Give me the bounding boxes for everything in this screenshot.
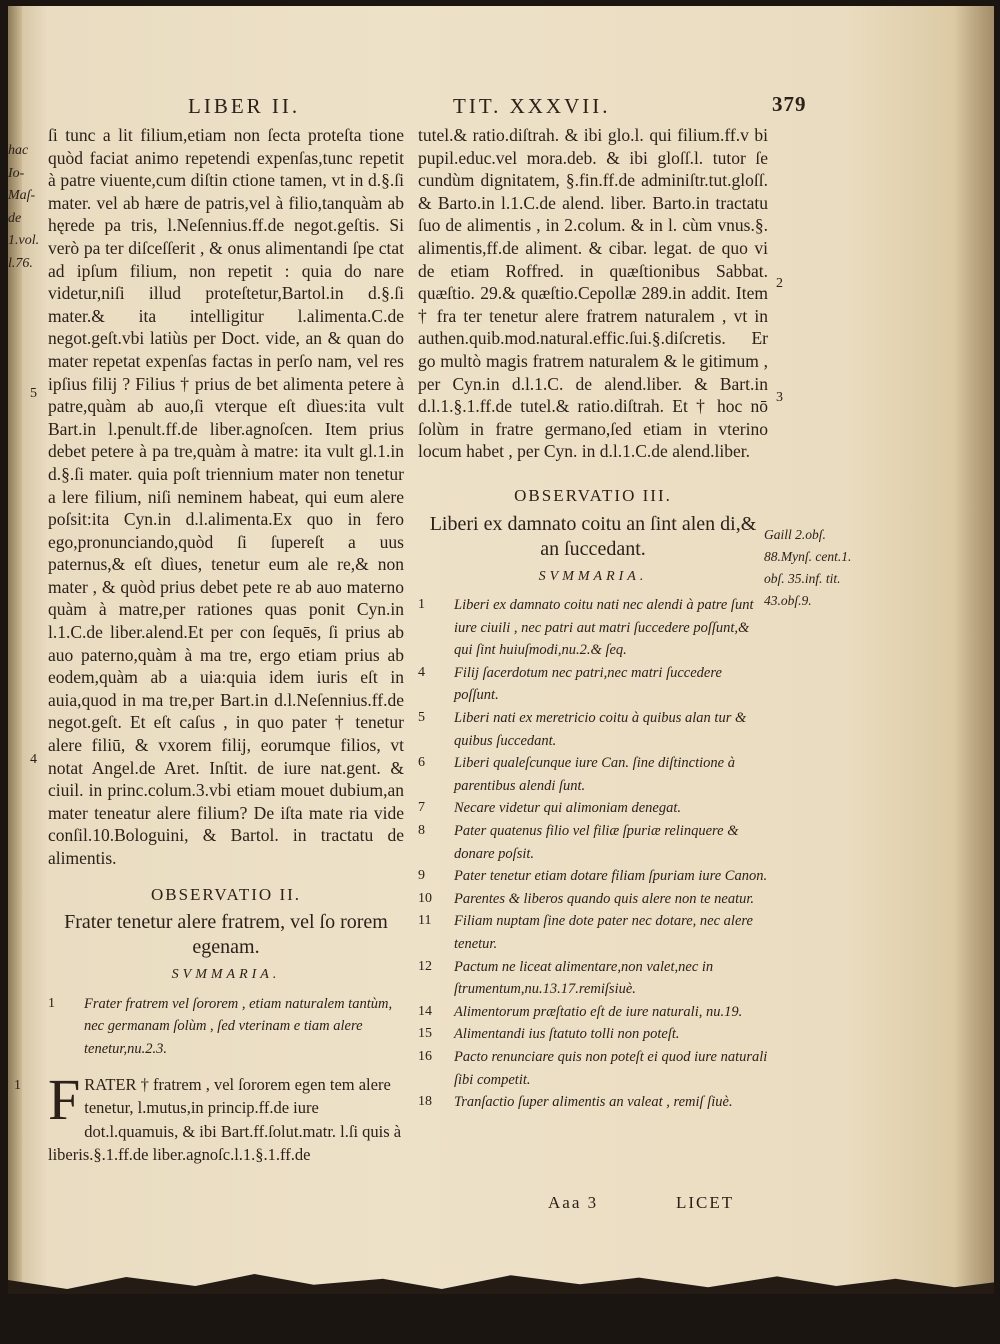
summaria-text: Pater tenetur etiam dotare filiam ſpuriam iure Canon. — [454, 868, 768, 885]
summaria-number: 1 — [418, 597, 425, 613]
summaria-item — [418, 1091, 768, 1114]
right-body-text: tutel.& ratio.diſtrah. & ibi glo.l. qui filium.ff.v bi pupil.educ.vel mora.deb. & ibi gloſſ.l. tutor ſe cundùm dignitatem, §.fin.ff.de adminiſtr.tut.gloſſ. & Barto.in l.1.C.de alend. liber. Barto.in tractatu ſuo de alimentis , in 2.colum. & in l. cùm vnus.§. alimentis,ff.de aliment. & cibar. legat. de quo vi de etiam Roffred. in quæſtionibus Sabbat. quæſtio. 29.& quæſtio.Cepollæ 289.in addit. Item † fra ter tenetur alere fratrem naturalem , vt in authen.quib.mod.natural.effic.ſui.§.diſcretis. Er go multò magis fratrem naturalem & le gitimum , per Cyn.in d.l.1.C. de alend.liber. & Bart.in d.l.1.§.1.ff.de tutel.& ratio.diſtrah. Et † hoc nō ſolùm in fratre germano,ſed etiam in vterino locum habet , per Cyn. in d.l.1.C.de alend.liber. — [418, 125, 768, 462]
summaria-text: Frater fratrem vel ſororem , etiam naturalem tantùm, nec germanam ſolùm , ſed vterinam e tiam alere tenetur,nu.2.3. — [84, 995, 393, 1057]
summaria-number: 5 — [418, 710, 425, 726]
margin-number: 2 — [776, 276, 783, 291]
gutter-shadow — [954, 6, 994, 1294]
summaria-number: 10 — [418, 890, 432, 906]
summaria-item — [418, 707, 768, 752]
margin-number: 1 — [14, 1077, 21, 1093]
summaria-item — [418, 797, 768, 820]
summaria-number: 12 — [418, 958, 432, 974]
summaria-item — [418, 888, 768, 911]
body-text: RATER † fratrem , vel ſororem egen tem alere tenetur, l.mutus,in princip.ff.de iure dot.l.quamuis, & ibi Bart.ff.ſolut.matr. l.ſi quis à liberis.§.1.ff.de liber.agnoſc.l.1.§.1.ff.de — [48, 1074, 402, 1165]
summaria-text: Pater quatenus filio vel filiæ ſpuriæ relinquere & donare poſsit. — [454, 823, 739, 862]
summaria-number: 15 — [418, 1026, 432, 1042]
summaria-text: Liberi ex damnato coitu nati nec alendi à patre ſunt iure ciuili , nec patri aut matri ſuccedere poſſunt,& qui ſint huiuſmodi,nu.2.& ſeq. — [454, 597, 754, 659]
summaria-list — [418, 594, 768, 1114]
margin-number: 3 — [776, 390, 783, 405]
margin-note-line: Maſ- — [8, 188, 36, 204]
drop-cap: F — [48, 1066, 81, 1132]
summaria-item — [48, 993, 404, 1061]
observation-2-title: Frater tenetur alere fratrem, vel ſo rorem egenam. — [64, 911, 388, 959]
margin-note-line: de — [8, 210, 22, 226]
summaria-text: Necare videtur qui alimoniam denegat. — [454, 800, 681, 817]
observation-3-label: OBSERVATIO III. — [514, 485, 672, 505]
observation-3-title: Liberi ex damnato coitu an ſint alen di,& an ſuccedant. — [429, 512, 757, 560]
summaria-label: SVMMARIA. — [538, 568, 648, 584]
summaria-item — [418, 865, 768, 888]
catchword: LICET — [676, 1193, 735, 1212]
summaria-text: Pacto renunciare quis non poteſt ei quod iure naturali ſibi competit. — [454, 1048, 768, 1088]
summaria-number: 8 — [418, 823, 425, 839]
margin-note-line: l.76. — [8, 255, 33, 271]
running-head-center: TIT. XXXVII. — [453, 94, 611, 118]
summaria-text: Tranſactio ſuper alimentis an valeat , remiſ ſiuè. — [454, 1094, 733, 1111]
summaria-text: Filiam nuptam ſine dote pater nec dotare, nec alere tenetur. — [454, 913, 753, 952]
summaria-number: 1 — [48, 995, 55, 1011]
torn-bottom-edge — [8, 1256, 994, 1294]
summaria-text: Parentes & liberos quando quis alere non te neatur. — [454, 890, 755, 907]
summaria-number: 11 — [418, 913, 432, 929]
summaria-item — [418, 1023, 768, 1046]
summaria-text: Alimentandi ius ſtatuto tolli non poteſt. — [454, 1026, 680, 1043]
margin-number: 5 — [30, 386, 37, 401]
margin-note-line: 1.vol. — [8, 233, 40, 249]
summaria-item — [418, 662, 768, 707]
book-page — [8, 6, 994, 1294]
summaria-item — [418, 1001, 768, 1024]
left-body-text: ſi tunc a lit filium,etiam non ſecta proteſta tione quòd faciat animo repetendi expenſas,tunc repetit à patre viuente,cum diſtin ctione tamen, vt in d.§.ſi mater. vel ab hære de patris,vel à filio,tanquàm ab hęrede pa tris, l.Neſennius.ff.de negot.geſtis. Si verò pa ter diſceſſerit , & onus alimentandi ſpe ctat ad ipſum filium, non repetit : quia do nare videtur,niſi illud proteſtetur,Bartol.in d.§.ſi mater.& ita intelligitur l.alimenta.C.de negot.geſt.vbi latiùs per Doct. vide, an & quan do mater repetat expenſas factas in perſo nam, vel res ipſius filij ? Filius † prius de bet alimenta petere à patre,quàm ab auo,ſi vterque eſt dìues:ita vult Bart.in l.penult.ff.de liber.agnoſcen. Item prius debet petere à pa tre,quàm à matre: ita vult gl.1.in d.§.ſi mater. quia poſt triennium mater non tenetur a lere filium, niſi neminem habeat, qui eum alere poſsit:ita Cyn.in d.l.alimenta.Ex quo in fero ego,pronunciando,quòd ſi ſupereſt a uus paternus,& eſt dìues, tenetur eum ale re,& non mater , & quòd prius debet pete re ab auo materno quàm à matre,per rationes quas ponit Cyn.in l.1.C.de liber.alend.Et per con ſequēs, ſi prius ab auo paterno,quàm à ma tre, ergo etiam prius ab eodem,quàm ab a uia:quia idem iuris eſt in auia,quod in ma tre,per Bart.in d.l.Neſennius.ff.de negot.geſt. Et eſt caſus , in quo pater † tenetur alere filiū, & vxorem filij, eorumque filios, vt notat Angel.de Aret. Inſtit. de iure nat.gent. & ciuil. in princ.colum.3.vbi etiam mouet dubium,an mater teneatur alere filium? De iſta mate ria vide conſil.10.Bologuini, & Bartol. in tractatu de alimentis. — [48, 125, 404, 868]
running-head-left: LIBER II. — [188, 94, 301, 118]
summaria-item — [418, 752, 768, 797]
summaria-item — [418, 956, 768, 1001]
observation-2-label: OBSERVATIO II. — [150, 884, 302, 904]
margin-note-line: hac — [8, 143, 29, 158]
summaria-item — [418, 1046, 768, 1091]
summaria-text: Liberi nati ex meretricio coitu à quibus alan tur & quibus ſuccedant. — [454, 710, 747, 749]
summaria-number: 18 — [418, 1094, 432, 1110]
summaria-item — [418, 820, 768, 865]
right-column — [418, 124, 768, 1114]
summaria-text: Liberi qualeſcunque iure Can. ſine diſtinctione à parentibus alendi ſunt. — [454, 755, 735, 794]
page-number: 379 — [772, 92, 807, 116]
observation-2-body — [14, 1066, 404, 1167]
summaria-text: Pactum ne liceat alimentare,non valet,nec in ſtrumentum,nu.13.17.remiſsiuè. — [454, 958, 714, 998]
summaria-number: 9 — [418, 868, 425, 884]
signature-mark: Aaa 3 — [548, 1193, 599, 1212]
summaria-label: SVMMARIA. — [171, 967, 281, 983]
summaria-number: 16 — [418, 1048, 432, 1064]
right-margin-note: Gaill 2.obſ. 88.Mynſ. cent.1. obſ. 35.inf. tit. 43.obſ.9. — [764, 527, 852, 608]
summaria-item — [418, 910, 768, 955]
summaria-number: 4 — [418, 664, 425, 680]
summaria-number: 14 — [418, 1003, 432, 1019]
summaria-number: 7 — [418, 800, 425, 816]
summaria-item — [418, 594, 768, 662]
margin-number: 4 — [30, 752, 37, 767]
summaria-text: Filij ſacerdotum nec patri,nec matri ſuccedere poſſunt. — [454, 664, 722, 704]
margin-note-line: Io- — [8, 165, 25, 181]
summaria-number: 6 — [418, 755, 425, 771]
left-margin-note — [8, 140, 42, 276]
summaria-text: Alimentorum præſtatio eſt de iure naturali, nu.19. — [454, 1003, 743, 1020]
